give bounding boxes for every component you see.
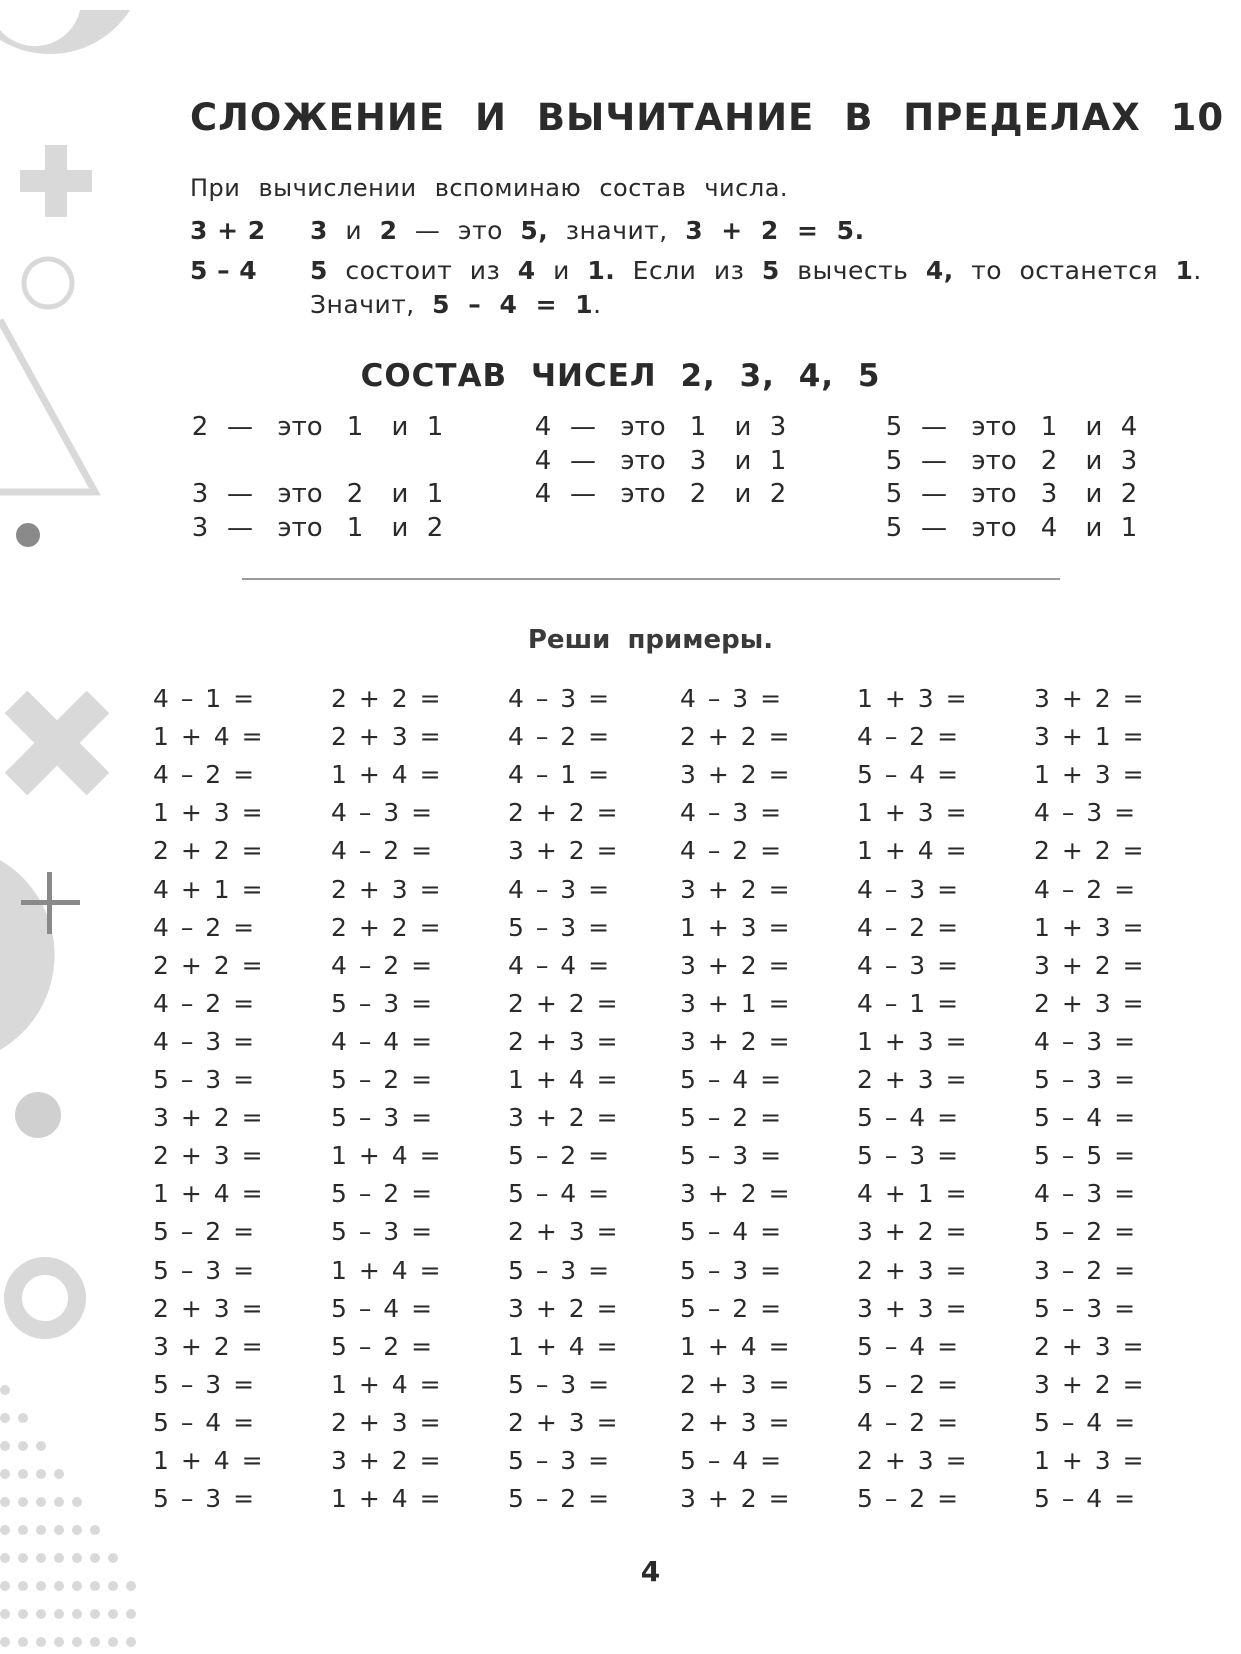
dark-dot bbox=[16, 523, 40, 547]
problem-item: 4 – 3 = bbox=[1034, 798, 1138, 828]
problem-item: 2 + 3 = bbox=[331, 722, 443, 752]
problem-item: 2 + 2 = bbox=[331, 684, 443, 713]
example-explanation: 5 состоит из 4 и 1. Если из 5 вычесть 4, то останется 1. bbox=[310, 256, 1202, 285]
problem-item: 5 – 3 = bbox=[1034, 1293, 1138, 1323]
problem-item: 2 + 3 = bbox=[508, 1217, 620, 1247]
composition-part: 1 bbox=[1040, 412, 1058, 442]
composition-part: это bbox=[277, 479, 323, 509]
composition-part: это bbox=[971, 479, 1017, 509]
problem-item: 2 + 3 = bbox=[857, 1065, 969, 1094]
problem-item: 5 – 4 = bbox=[680, 1446, 784, 1475]
composition-part: 2 bbox=[426, 512, 444, 543]
composition-part: — bbox=[227, 479, 253, 509]
problem-item: 3 + 2 = bbox=[680, 760, 792, 790]
problem-item: 4 – 1 = bbox=[153, 684, 257, 713]
composition-title: СОСТАВ ЧИСЕЛ 2, 3, 4, 5 bbox=[360, 358, 881, 394]
task-title: Реши примеры. bbox=[527, 625, 774, 655]
page-number: 4 bbox=[640, 1555, 661, 1588]
problem-item: 4 – 2 = bbox=[1034, 874, 1138, 904]
problem-item: 5 – 4 = bbox=[857, 760, 961, 790]
half-circle-shape bbox=[0, 860, 55, 1050]
problem-item: 3 + 2 = bbox=[508, 1293, 620, 1323]
example-expression: 3 + 2 bbox=[190, 216, 266, 245]
problem-item: 2 + 3 = bbox=[153, 1141, 265, 1171]
problem-item: 4 – 2 = bbox=[153, 988, 257, 1018]
problem-item: 5 – 2 = bbox=[680, 1293, 784, 1323]
problem-item: 5 – 4 = bbox=[508, 1179, 612, 1209]
composition-part: и bbox=[391, 479, 409, 509]
composition-part: 5 bbox=[885, 512, 903, 543]
composition-line bbox=[884, 479, 1144, 509]
composition-part: 4 bbox=[534, 412, 552, 442]
problem-item: 3 + 2 = bbox=[680, 874, 792, 904]
problem-item: 4 – 3 = bbox=[1034, 1026, 1138, 1056]
composition-line bbox=[190, 479, 450, 509]
problem-item: 1 + 4 = bbox=[508, 1065, 620, 1094]
problem-item: 4 – 2 = bbox=[331, 950, 435, 980]
composition-part: и bbox=[391, 412, 409, 442]
composition-part: 3 bbox=[689, 445, 707, 476]
composition-line bbox=[190, 513, 450, 543]
problem-item: 5 – 2 = bbox=[857, 1369, 961, 1399]
composition-part: 1 bbox=[426, 412, 444, 442]
problem-item: 2 + 3 = bbox=[153, 1293, 265, 1323]
example-conclusion: Значит, 5 – 4 = 1. bbox=[310, 290, 602, 319]
problem-item: 5 – 2 = bbox=[153, 1217, 257, 1247]
problem-item: 1 + 4 = bbox=[331, 1255, 443, 1285]
problem-item: 5 – 2 = bbox=[331, 1179, 435, 1209]
problem-item: 5 – 3 = bbox=[153, 1369, 257, 1399]
problem-item: 3 + 2 = bbox=[1034, 950, 1146, 980]
composition-part: — bbox=[570, 412, 596, 442]
grey-dot bbox=[15, 1092, 61, 1138]
problem-item: 1 + 4 = bbox=[331, 1369, 443, 1399]
composition-part: — bbox=[921, 479, 947, 509]
problem-item: 2 + 3 = bbox=[1034, 988, 1146, 1018]
composition-part: — bbox=[227, 512, 253, 543]
problem-item: 1 + 4 = bbox=[153, 1179, 265, 1209]
intro-text: При вычислении вспоминаю состав числа. bbox=[190, 174, 789, 202]
plus-shape-top-h bbox=[20, 170, 92, 192]
problem-item: 2 + 3 = bbox=[331, 1407, 443, 1437]
problem-item: 5 – 2 = bbox=[331, 1331, 435, 1361]
problem-item: 5 – 5 = bbox=[1034, 1141, 1138, 1171]
problem-item: 2 + 2 = bbox=[508, 798, 620, 828]
problem-item: 5 – 4 = bbox=[331, 1293, 435, 1323]
composition-part: — bbox=[570, 479, 596, 509]
example-expression: 5 – 4 bbox=[190, 256, 258, 285]
problem-item: 4 – 3 = bbox=[857, 874, 961, 904]
composition-part: и bbox=[1085, 512, 1103, 543]
composition-part: — bbox=[227, 412, 253, 442]
problem-item: 5 – 3 = bbox=[680, 1141, 784, 1171]
problem-item: 3 + 2 = bbox=[680, 1026, 792, 1056]
composition-part: 1 bbox=[1120, 512, 1138, 543]
problem-item: 4 + 1 = bbox=[857, 1179, 969, 1209]
composition-line bbox=[190, 412, 450, 442]
problem-item: 3 + 1 = bbox=[680, 988, 792, 1018]
composition-part: — bbox=[570, 445, 596, 476]
problem-item: 2 + 3 = bbox=[331, 874, 443, 904]
problem-item: 4 – 2 = bbox=[857, 1407, 961, 1437]
problem-item: 1 + 3 = bbox=[857, 798, 969, 828]
problem-item: 5 – 4 = bbox=[1034, 1103, 1138, 1133]
thin-plus-h bbox=[21, 900, 80, 905]
problem-item: 3 + 2 = bbox=[1034, 1369, 1146, 1399]
problem-item: 1 + 4 = bbox=[680, 1331, 792, 1361]
problem-item: 3 + 2 = bbox=[153, 1103, 265, 1133]
problem-item: 4 – 2 = bbox=[680, 836, 784, 866]
composition-part: 1 bbox=[346, 512, 364, 543]
problem-item: 4 + 1 = bbox=[153, 874, 265, 904]
problem-item: 1 + 4 = bbox=[508, 1331, 620, 1361]
problem-item: 1 + 3 = bbox=[857, 684, 969, 713]
composition-part: 2 bbox=[689, 479, 707, 509]
problem-item: 2 + 2 = bbox=[680, 722, 792, 752]
composition-part: 2 bbox=[191, 412, 209, 442]
composition-part: 1 bbox=[426, 479, 444, 509]
problem-item: 2 + 3 = bbox=[508, 1026, 620, 1056]
problem-item: 5 – 3 = bbox=[331, 1217, 435, 1247]
problem-item: 5 – 3 = bbox=[857, 1141, 961, 1171]
problem-item: 5 – 3 = bbox=[153, 1484, 257, 1514]
problem-item: 5 – 3 = bbox=[508, 912, 612, 942]
composition-part: 1 bbox=[346, 412, 364, 442]
problem-item: 1 + 3 = bbox=[1034, 912, 1146, 942]
problem-item: 4 – 3 = bbox=[331, 798, 435, 828]
problem-item: 1 + 3 = bbox=[857, 1026, 969, 1056]
problem-item: 2 + 2 = bbox=[153, 836, 265, 866]
composition-line bbox=[533, 479, 793, 509]
problem-item: 5 – 3 = bbox=[1034, 1065, 1138, 1094]
composition-part: 4 bbox=[1040, 512, 1058, 543]
composition-part: 5 bbox=[885, 445, 903, 476]
triangle-outline bbox=[0, 320, 95, 492]
problem-item: 4 – 3 = bbox=[1034, 1179, 1138, 1209]
problem-item: 5 – 4 = bbox=[1034, 1484, 1138, 1514]
problem-item: 4 – 1 = bbox=[508, 760, 612, 790]
problem-item: 5 – 3 = bbox=[153, 1255, 257, 1285]
problem-item: 5 – 3 = bbox=[331, 1103, 435, 1133]
problem-item: 4 – 3 = bbox=[680, 684, 784, 713]
composition-part: 3 bbox=[1040, 479, 1058, 509]
problem-item: 2 + 2 = bbox=[1034, 836, 1146, 866]
circle-outline-small bbox=[24, 259, 72, 307]
problem-item: 4 – 3 = bbox=[680, 798, 784, 828]
composition-part: 5 bbox=[885, 412, 903, 442]
problem-item: 5 – 3 = bbox=[153, 1065, 257, 1094]
problem-item: 5 – 4 = bbox=[857, 1331, 961, 1361]
problem-item: 3 + 2 = bbox=[1034, 684, 1146, 713]
problem-item: 2 + 3 = bbox=[680, 1369, 792, 1399]
problem-item: 5 – 2 = bbox=[508, 1484, 612, 1514]
problem-item: 1 + 3 = bbox=[680, 912, 792, 942]
composition-line bbox=[533, 412, 793, 442]
problem-item: 3 + 2 = bbox=[680, 1179, 792, 1209]
composition-part: это bbox=[971, 445, 1017, 476]
problem-item: 5 – 2 = bbox=[1034, 1217, 1138, 1247]
composition-part: и bbox=[391, 512, 409, 543]
problem-item: 4 – 3 = bbox=[508, 684, 612, 713]
dot-pattern bbox=[0, 1385, 136, 1647]
composition-part: и bbox=[1085, 412, 1103, 442]
problem-item: 3 + 2 = bbox=[857, 1217, 969, 1247]
problem-item: 1 + 3 = bbox=[1034, 1446, 1146, 1475]
problem-item: 4 – 2 = bbox=[857, 912, 961, 942]
problem-item: 4 – 2 = bbox=[153, 760, 257, 790]
problem-item: 5 – 3 = bbox=[508, 1369, 612, 1399]
composition-part: 3 bbox=[191, 512, 209, 543]
problem-item: 5 – 4 = bbox=[680, 1217, 784, 1247]
problem-item: 5 – 3 = bbox=[508, 1446, 612, 1475]
problem-item: 2 + 3 = bbox=[857, 1446, 969, 1475]
problem-item: 2 + 2 = bbox=[508, 988, 620, 1018]
divider bbox=[242, 578, 1060, 580]
problem-item: 3 + 1 = bbox=[1034, 722, 1146, 752]
problem-item: 5 – 2 = bbox=[508, 1141, 612, 1171]
problem-item: 4 – 2 = bbox=[508, 722, 612, 752]
composition-part: 2 bbox=[1120, 479, 1138, 509]
decorative-shapes bbox=[0, 0, 140, 1654]
problem-item: 5 – 2 = bbox=[680, 1103, 784, 1133]
problem-item: 5 – 4 = bbox=[680, 1065, 784, 1094]
ring-shape-top bbox=[0, 0, 130, 54]
problem-item: 4 – 4 = bbox=[508, 950, 612, 980]
problem-item: 3 + 2 = bbox=[331, 1446, 443, 1475]
composition-part: — bbox=[921, 412, 947, 442]
composition-part: 4 bbox=[534, 479, 552, 509]
composition-part: и bbox=[1085, 479, 1103, 509]
composition-part: 5 bbox=[885, 479, 903, 509]
composition-part: — bbox=[921, 512, 947, 543]
composition-line bbox=[884, 412, 1144, 442]
composition-part: — bbox=[921, 445, 947, 476]
problem-item: 2 + 2 = bbox=[331, 912, 443, 942]
problem-item: 1 + 4 = bbox=[857, 836, 969, 866]
problem-item: 4 – 3 = bbox=[153, 1026, 257, 1056]
problem-item: 3 – 2 = bbox=[1034, 1255, 1138, 1285]
composition-part: 2 bbox=[769, 479, 787, 509]
problem-item: 5 – 4 = bbox=[857, 1103, 961, 1133]
problem-item: 1 + 4 = bbox=[331, 1141, 443, 1171]
problem-item: 2 + 3 = bbox=[1034, 1331, 1146, 1361]
composition-part: 2 bbox=[346, 479, 364, 509]
composition-part: это bbox=[620, 412, 666, 442]
problem-item: 3 + 2 = bbox=[153, 1331, 265, 1361]
composition-part: это bbox=[620, 479, 666, 509]
composition-part: это bbox=[277, 512, 323, 543]
problem-item: 5 – 3 = bbox=[508, 1255, 612, 1285]
example-explanation: 3 и 2 — это 5, значит, 3 + 2 = 5. bbox=[310, 216, 865, 245]
ring-shape-bottom bbox=[13, 1266, 77, 1330]
problem-item: 4 – 4 = bbox=[331, 1026, 435, 1056]
problem-item: 5 – 3 = bbox=[331, 988, 435, 1018]
problem-item: 2 + 3 = bbox=[857, 1255, 969, 1285]
composition-part: это bbox=[277, 412, 323, 442]
composition-part: 3 bbox=[769, 412, 787, 442]
problem-item: 1 + 4 = bbox=[153, 722, 265, 752]
problem-item: 4 – 2 = bbox=[857, 722, 961, 752]
composition-part: 1 bbox=[689, 412, 707, 442]
composition-part: и bbox=[734, 479, 752, 509]
problem-item: 1 + 4 = bbox=[331, 760, 443, 790]
problem-item: 4 – 2 = bbox=[153, 912, 257, 942]
composition-part: и bbox=[734, 412, 752, 442]
problem-item: 1 + 3 = bbox=[1034, 760, 1146, 790]
problem-item: 3 + 2 = bbox=[680, 950, 792, 980]
composition-part: это bbox=[971, 512, 1017, 543]
problem-item: 1 + 4 = bbox=[153, 1446, 265, 1475]
problem-item: 5 – 4 = bbox=[1034, 1407, 1138, 1437]
problem-item: 2 + 2 = bbox=[153, 950, 265, 980]
problem-item: 5 – 4 = bbox=[153, 1407, 257, 1437]
problem-item: 1 + 3 = bbox=[153, 798, 265, 828]
composition-part: это bbox=[971, 412, 1017, 442]
composition-line bbox=[884, 446, 1144, 476]
problem-item: 1 + 4 = bbox=[331, 1484, 443, 1514]
problem-item: 4 – 3 = bbox=[857, 950, 961, 980]
composition-part: и bbox=[1085, 445, 1103, 476]
problem-item: 3 + 2 = bbox=[508, 1103, 620, 1133]
problem-item: 4 – 2 = bbox=[331, 836, 435, 866]
composition-part: это bbox=[620, 445, 666, 476]
composition-part: 3 bbox=[1120, 445, 1138, 476]
composition-line bbox=[884, 513, 1144, 543]
composition-part: и bbox=[734, 445, 752, 476]
composition-part: 1 bbox=[769, 445, 787, 476]
problem-item: 5 – 2 = bbox=[857, 1484, 961, 1514]
problem-item: 4 – 3 = bbox=[508, 874, 612, 904]
problem-item: 2 + 3 = bbox=[508, 1407, 620, 1437]
problem-item: 5 – 2 = bbox=[331, 1065, 435, 1094]
problem-item: 2 + 3 = bbox=[680, 1407, 792, 1437]
composition-part: 4 bbox=[534, 445, 552, 476]
page-title: СЛОЖЕНИЕ И ВЫЧИТАНИЕ В ПРЕДЕЛАХ 10 bbox=[190, 96, 1225, 139]
composition-part: 4 bbox=[1120, 412, 1138, 442]
problem-item: 3 + 3 = bbox=[857, 1293, 969, 1323]
problem-item: 3 + 2 = bbox=[508, 836, 620, 866]
composition-line bbox=[533, 446, 793, 476]
problem-item: 5 – 3 = bbox=[680, 1255, 784, 1285]
problem-item: 3 + 2 = bbox=[680, 1484, 792, 1514]
composition-part: 2 bbox=[1040, 445, 1058, 476]
cross-shape bbox=[0, 661, 139, 825]
composition-part: 3 bbox=[191, 479, 209, 509]
problem-item: 4 – 1 = bbox=[857, 988, 961, 1018]
